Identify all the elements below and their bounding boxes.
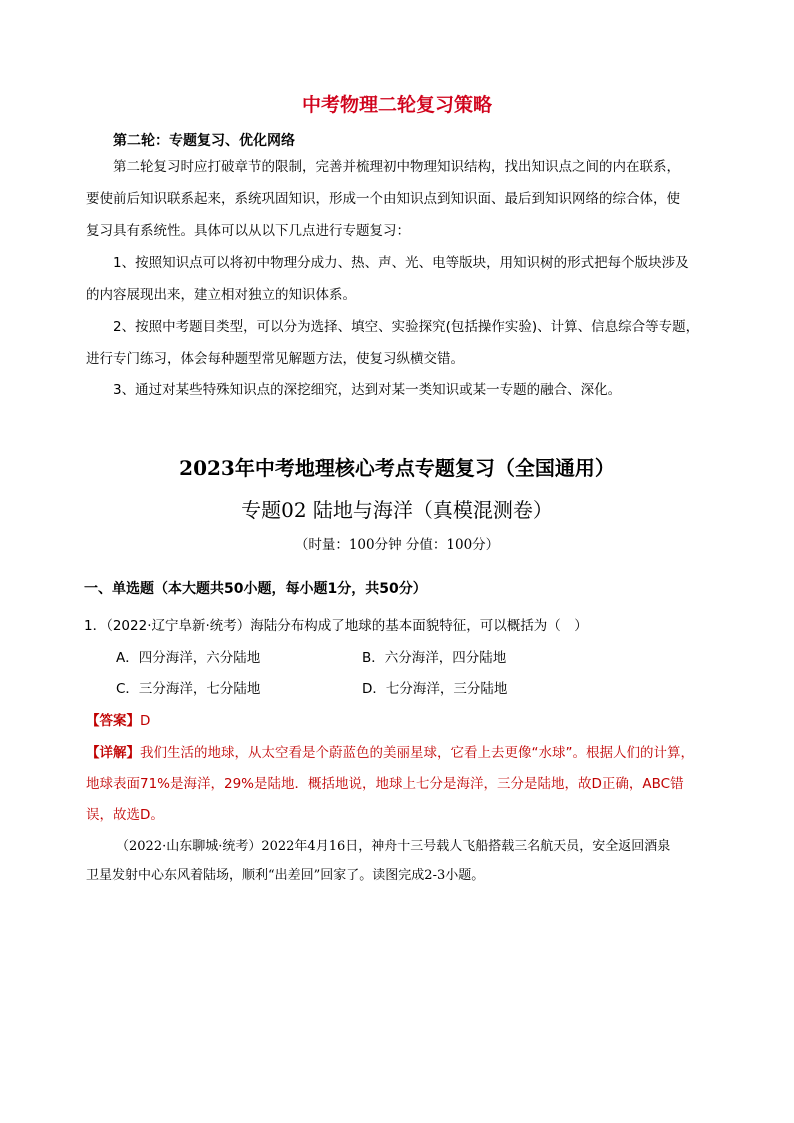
question-1-option-b: B．六分海洋，四分陆地 — [362, 650, 507, 666]
material-line: （2022·山东聊城·统考）2022年4月16日，神舟十三号载人飞船搭载三名航天员，安全返回酒泉 — [116, 839, 671, 854]
question-1-option-c: C．三分海洋，七分陆地 — [116, 681, 261, 697]
detail-text: 误，故选D。 — [86, 807, 164, 823]
exam-subtitle: 专题02 陆地与海洋（真模混测卷） — [241, 498, 553, 522]
question-1-option-a: A．四分海洋，六分陆地 — [116, 650, 261, 666]
material-line: 卫星发射中心东风着陆场，顺利“出差回”回家了。读图完成2-3小题。 — [86, 868, 485, 883]
answer-value: D — [140, 713, 151, 729]
strategy-item-2-line: 2、按照中考题目类型，可以分为选择、填空、实验探究(包括操作实验)、计算、信息综合等专题， — [113, 319, 700, 335]
question-1-stem: 1．（2022·辽宁阜新·统考）海陆分布构成了地球的基本面貌特征，可以概括为（ ） — [84, 618, 588, 634]
detail-label: 【详解】 — [86, 745, 140, 761]
strategy-item-1-line: 的内容展现出来，建立相对独立的知识体系。 — [86, 287, 356, 303]
strategy-subhead: 第二轮：专题复习、优化网络 — [113, 133, 295, 149]
question-1-option-d: D．七分海洋，三分陆地 — [362, 681, 508, 697]
detail-text: 地球表面71%是海洋，29%是陆地．概括地说，地球上七分是海洋，三分是陆地，故D正确，ABC错 — [86, 776, 684, 792]
strategy-paragraph-line: 要使前后知识联系起来，系统巩固知识，形成一个由知识点到知识面、最后到知识网络的综合体，使 — [86, 191, 680, 207]
strategy-item-1-line: 1、按照知识点可以将初中物理分成力、热、声、光、电等版块，用知识树的形式把每个版块涉及 — [113, 255, 689, 271]
strategy-item-3-line: 3、通过对某些特殊知识点的深挖细究，达到对某一类知识或某一专题的融合、深化。 — [113, 382, 622, 398]
answer-label: 【答案】 — [86, 713, 140, 729]
section-heading: 一、单选题（本大题共50小题，每小题1分，共50分） — [84, 581, 427, 597]
detail-line — [86, 741, 694, 761]
answer-line — [86, 709, 150, 729]
exam-title: 2023年中考地理核心考点专题复习（全国通用） — [179, 456, 615, 480]
detail-text: 我们生活的地球，从太空看是个蔚蓝色的美丽星球，它看上去更像“水球”。根据人们的计算， — [140, 745, 694, 761]
strategy-paragraph-line: 复习具有系统性。具体可以从以下几点进行专题复习： — [86, 223, 410, 239]
strategy-item-2-line: 进行专门练习，体会每种题型常见解题方法，使复习纵横交错。 — [86, 351, 464, 367]
strategy-paragraph-line: 第二轮复习时应打破章节的限制，完善并梳理初中物理知识结构，找出知识点之间的内在联系， — [113, 159, 680, 175]
strategy-title: 中考物理二轮复习策略 — [301, 94, 492, 116]
exam-time-score: （时量：100分钟 分值：100分） — [294, 537, 500, 553]
